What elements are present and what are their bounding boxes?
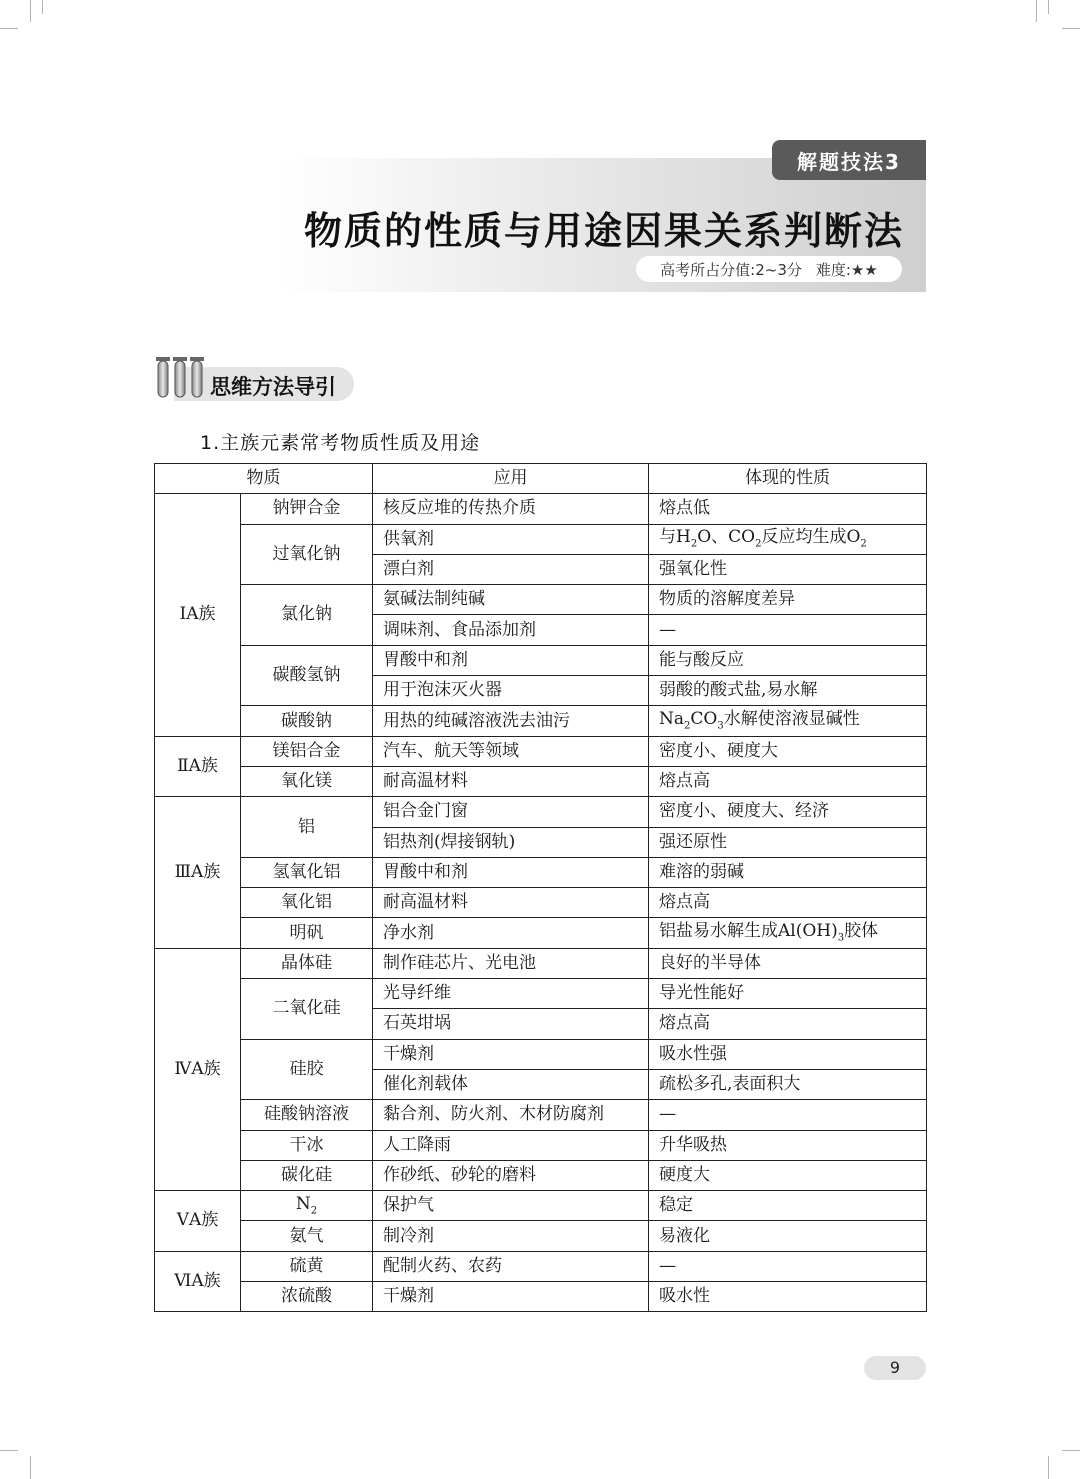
table-row — [155, 948, 927, 978]
header-cell-application: 应用 — [373, 464, 649, 494]
application-cell: 用于泡沫灭火器 — [373, 676, 649, 706]
property-cell: 密度小、硬度大 — [649, 736, 927, 766]
property-cell: 强氧化性 — [649, 554, 927, 584]
property-cell: — — [649, 1100, 927, 1130]
difficulty-text: 难度:★★ — [815, 260, 878, 279]
table-row — [155, 918, 927, 948]
properties-table — [154, 463, 927, 1312]
crop-mark — [0, 28, 18, 29]
property-cell: — — [649, 1251, 927, 1281]
technique-tag: 解题技法3 — [772, 140, 926, 180]
property-cell: 与$H_2O$、$CO_2$反应均生成$O_2$ — [649, 524, 927, 554]
substance-cell: 钠钾合金 — [241, 494, 373, 524]
property-cell: 吸水性 — [649, 1282, 927, 1312]
application-cell: 氨碱法制纯碱 — [373, 585, 649, 615]
table-row — [155, 1221, 927, 1251]
table-row — [155, 1100, 927, 1130]
application-cell: 供氧剂 — [373, 524, 649, 554]
property-cell: 熔点高 — [649, 888, 927, 918]
application-cell: 漂白剂 — [373, 554, 649, 584]
substance-cell: 干冰 — [241, 1130, 373, 1160]
application-cell: 铝合金门窗 — [373, 797, 649, 827]
application-cell: 调味剂、食品添加剂 — [373, 615, 649, 645]
substance-cell: 硅酸钠溶液 — [241, 1100, 373, 1130]
property-cell: — — [649, 615, 927, 645]
header-cell-property: 体现的性质 — [649, 464, 927, 494]
group-cell: ⅡA族 — [155, 736, 241, 797]
table-row — [155, 524, 927, 554]
group-cell: ⅤA族 — [155, 1191, 241, 1252]
table-row — [155, 766, 927, 796]
application-cell: 干燥剂 — [373, 1039, 649, 1069]
property-cell: 熔点高 — [649, 1009, 927, 1039]
table-row — [155, 706, 927, 736]
table-header-row — [155, 464, 927, 494]
application-cell: 光导纤维 — [373, 979, 649, 1009]
application-cell: 用热的纯碱溶液洗去油污 — [373, 706, 649, 736]
substance-cell: 浓硫酸 — [241, 1282, 373, 1312]
property-cell: 铝盐易水解生成$Al(OH)_3$胶体 — [649, 918, 927, 948]
application-cell: 耐高温材料 — [373, 766, 649, 796]
property-cell: 能与酸反应 — [649, 645, 927, 675]
table-row — [155, 1160, 927, 1190]
property-cell: 熔点高 — [649, 766, 927, 796]
application-cell: 配制火药、农药 — [373, 1251, 649, 1281]
property-cell: 弱酸的酸式盐,易水解 — [649, 676, 927, 706]
property-cell: 易液化 — [649, 1221, 927, 1251]
group-cell: ⅥA族 — [155, 1251, 241, 1312]
substance-cell: 氢氧化铝 — [241, 857, 373, 887]
application-cell: 黏合剂、防火剂、木材防腐剂 — [373, 1100, 649, 1130]
crop-mark — [1048, 1456, 1049, 1479]
table-row — [155, 857, 927, 887]
table-row — [155, 494, 927, 524]
section-title: 思维方法导引 — [210, 375, 336, 399]
table-row — [155, 645, 927, 675]
substance-cell: $N_2$ — [241, 1191, 373, 1221]
table-row — [155, 1130, 927, 1160]
substance-cell: 碳化硅 — [241, 1160, 373, 1190]
page-title: 物质的性质与用途因果关系判断法 — [303, 209, 904, 253]
property-cell: 导光性能好 — [649, 979, 927, 1009]
group-cell: ⅠA族 — [155, 494, 241, 736]
application-cell: 人工降雨 — [373, 1130, 649, 1160]
property-cell: 升华吸热 — [649, 1130, 927, 1160]
application-cell: 胃酸中和剂 — [373, 857, 649, 887]
table-row — [155, 736, 927, 766]
property-cell: $Na_2CO_3$水解使溶液显碱性 — [649, 706, 927, 736]
substance-cell: 氧化铝 — [241, 888, 373, 918]
property-cell: 稳定 — [649, 1191, 927, 1221]
substance-cell: 明矾 — [241, 918, 373, 948]
application-cell: 催化剂载体 — [373, 1069, 649, 1099]
table-row — [155, 797, 927, 827]
substance-cell: 镁铝合金 — [241, 736, 373, 766]
application-cell: 汽车、航天等领域 — [373, 736, 649, 766]
crop-mark — [30, 0, 31, 22]
application-cell: 胃酸中和剂 — [373, 645, 649, 675]
meta-pill — [636, 256, 902, 282]
crop-mark — [1048, 0, 1049, 14]
substance-cell: 碳酸钠 — [241, 706, 373, 736]
table-row — [155, 1282, 927, 1312]
test-tubes-icon — [154, 355, 210, 403]
application-cell: 保护气 — [373, 1191, 649, 1221]
application-cell: 净水剂 — [373, 918, 649, 948]
substance-cell: 氯化钠 — [241, 585, 373, 646]
page-number: 9 — [864, 1356, 926, 1380]
table-row — [155, 888, 927, 918]
property-cell: 疏松多孔,表面积大 — [649, 1069, 927, 1099]
substance-cell: 氧化镁 — [241, 766, 373, 796]
application-cell: 干燥剂 — [373, 1282, 649, 1312]
substance-cell: 硫黄 — [241, 1251, 373, 1281]
table-subtitle: 1.主族元素常考物质性质及用途 — [200, 432, 481, 454]
substance-cell: 过氧化钠 — [241, 524, 373, 585]
table-row — [155, 979, 927, 1009]
application-cell: 石英坩埚 — [373, 1009, 649, 1039]
crop-mark — [1062, 28, 1080, 29]
property-cell: 密度小、硬度大、经济 — [649, 797, 927, 827]
group-cell: ⅢA族 — [155, 797, 241, 948]
header-cell-substance: 物质 — [155, 464, 373, 494]
group-cell: ⅣA族 — [155, 948, 241, 1190]
application-cell: 作砂纸、砂轮的磨料 — [373, 1160, 649, 1190]
property-cell: 强还原性 — [649, 827, 927, 857]
application-cell: 制冷剂 — [373, 1221, 649, 1251]
application-cell: 铝热剂(焊接钢轨) — [373, 827, 649, 857]
substance-cell: 晶体硅 — [241, 948, 373, 978]
substance-cell: 碳酸氢钠 — [241, 645, 373, 706]
property-cell: 难溶的弱碱 — [649, 857, 927, 887]
table-row — [155, 585, 927, 615]
property-cell: 物质的溶解度差异 — [649, 585, 927, 615]
crop-mark — [1062, 1450, 1080, 1451]
application-cell: 耐高温材料 — [373, 888, 649, 918]
crop-mark — [0, 1450, 18, 1451]
table-row — [155, 1191, 927, 1221]
section-heading — [154, 355, 354, 401]
score-text: 高考所占分值:2~3分 — [660, 260, 802, 279]
property-cell: 良好的半导体 — [649, 948, 927, 978]
property-cell: 硬度大 — [649, 1160, 927, 1190]
substance-cell: 二氧化硅 — [241, 979, 373, 1040]
crop-mark — [30, 1456, 31, 1479]
crop-mark — [42, 0, 43, 14]
substance-cell: 硅胶 — [241, 1039, 373, 1100]
crop-mark — [1036, 0, 1037, 22]
property-cell: 熔点低 — [649, 494, 927, 524]
property-cell: 吸水性强 — [649, 1039, 927, 1069]
table-row — [155, 1251, 927, 1281]
table-row — [155, 1039, 927, 1069]
application-cell: 核反应堆的传热介质 — [373, 494, 649, 524]
application-cell: 制作硅芯片、光电池 — [373, 948, 649, 978]
substance-cell: 铝 — [241, 797, 373, 858]
substance-cell: 氨气 — [241, 1221, 373, 1251]
